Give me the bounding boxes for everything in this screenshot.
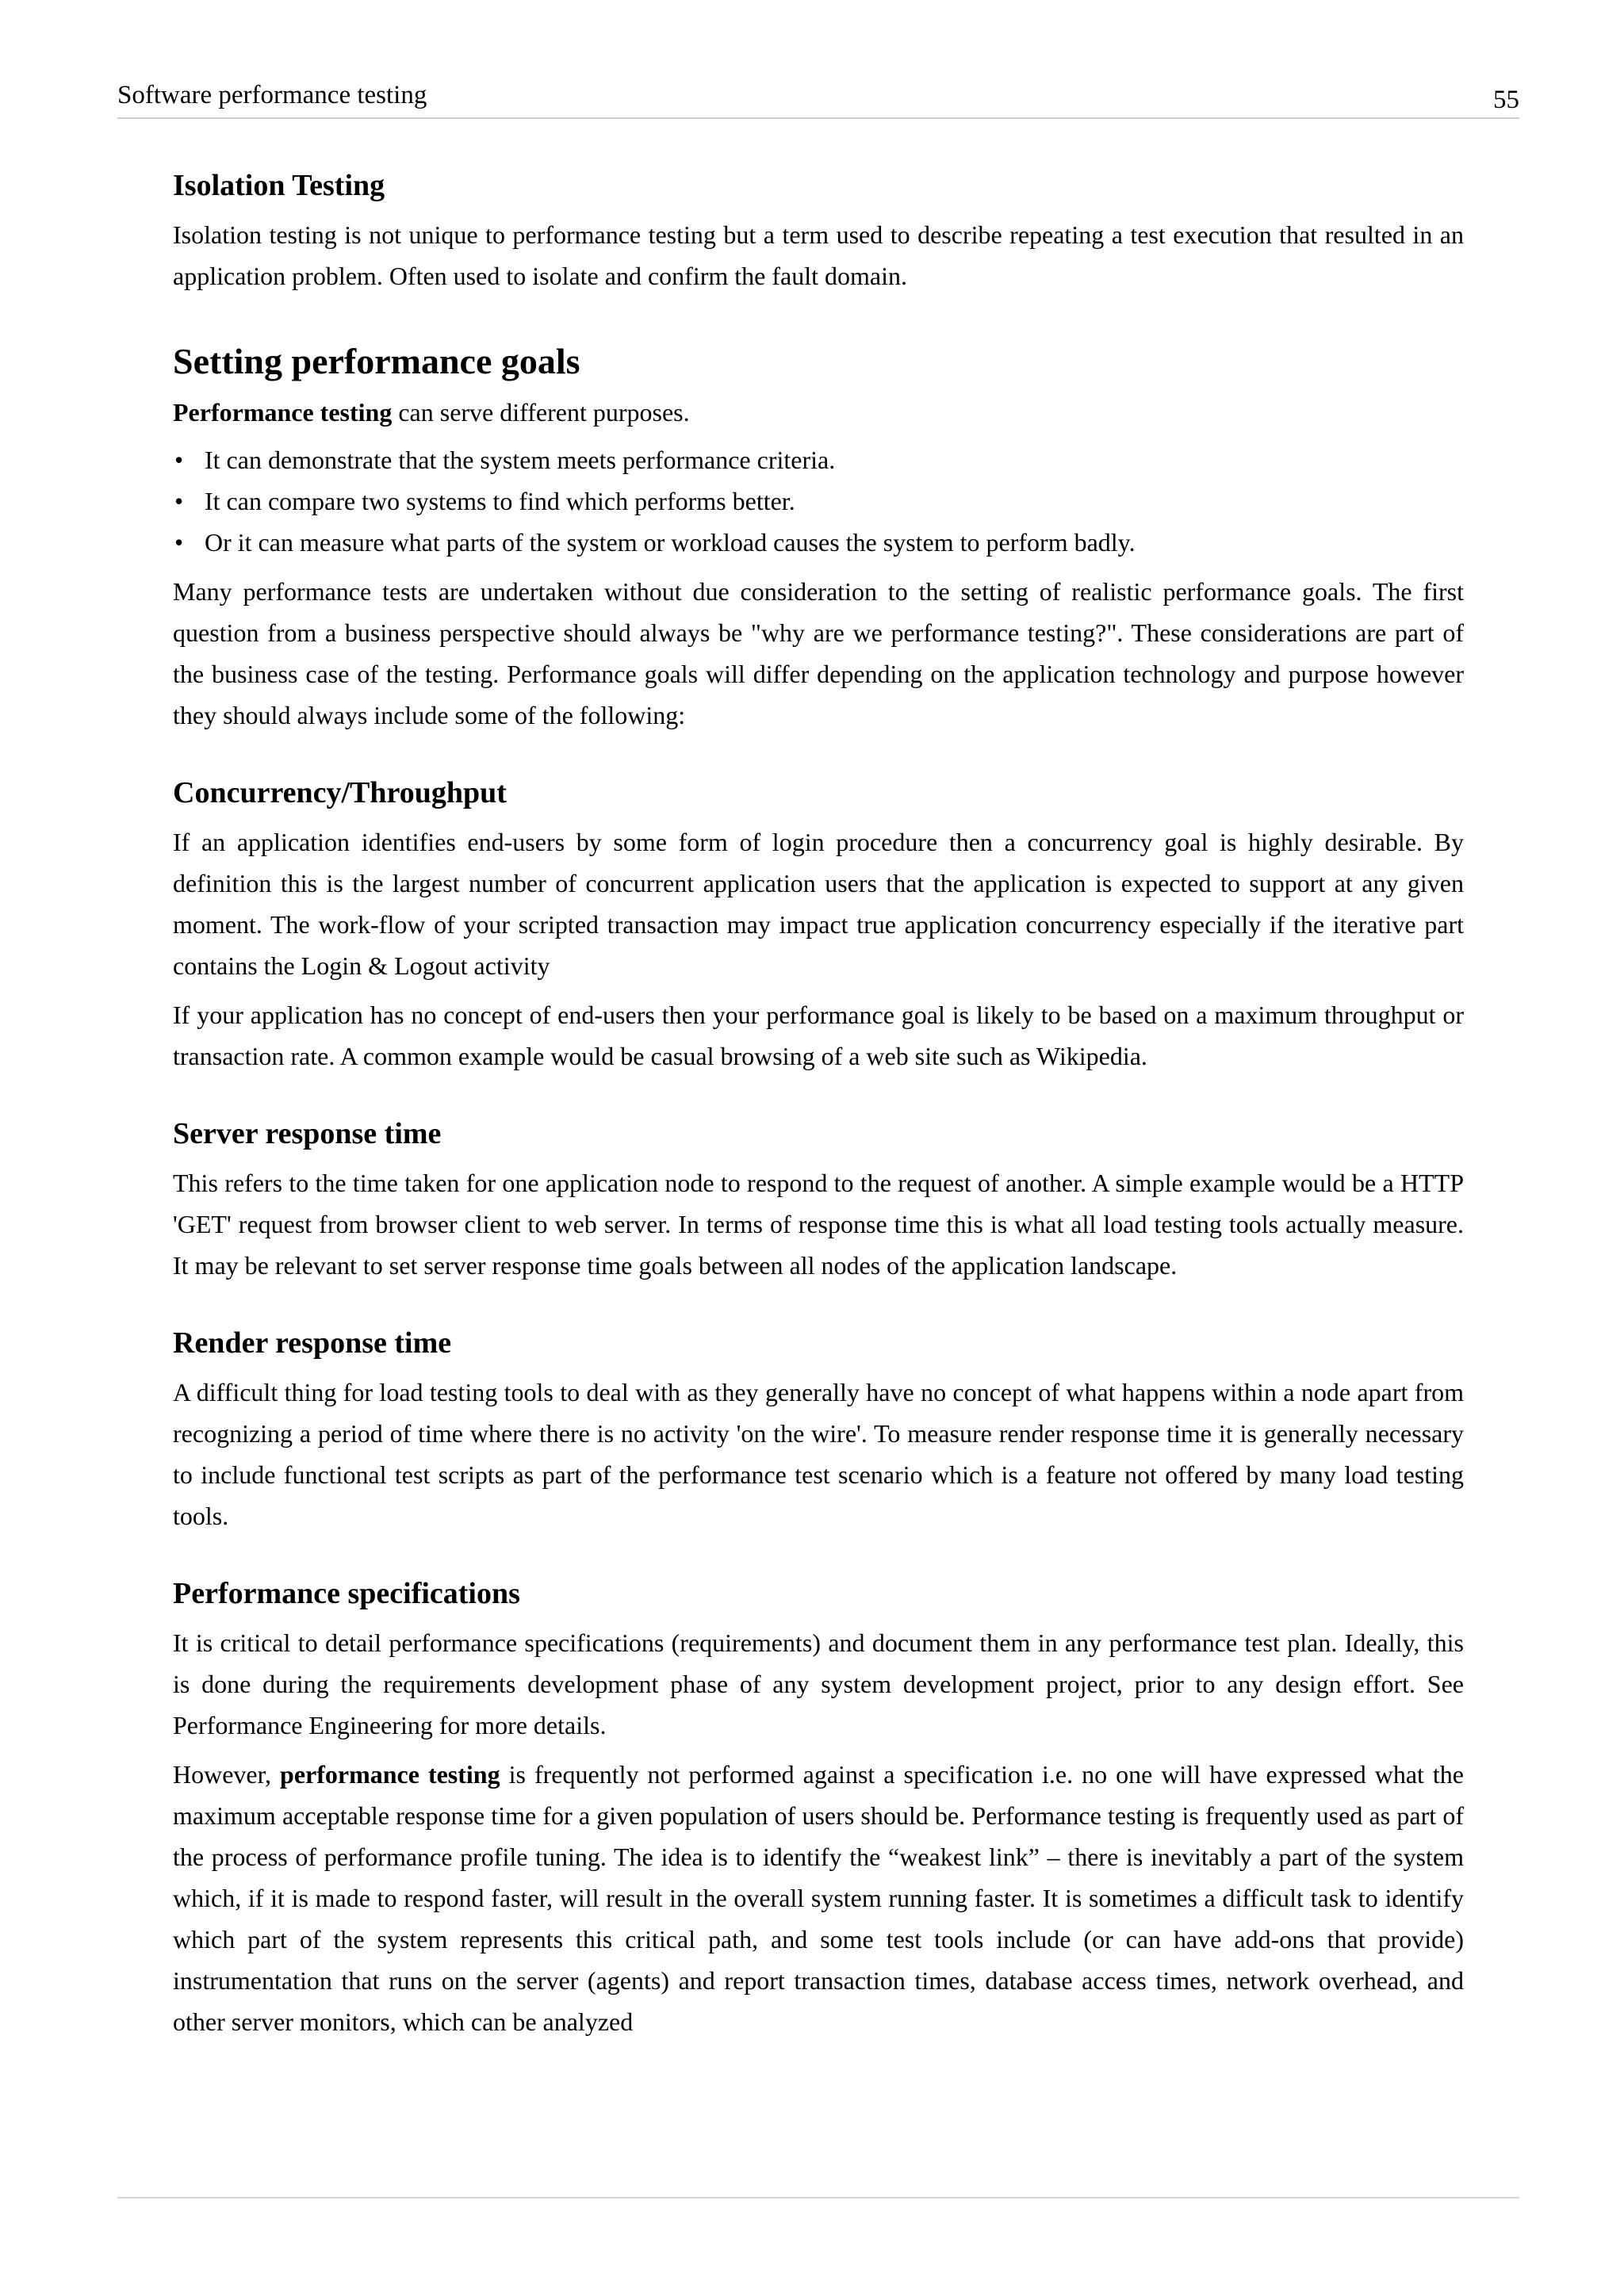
page-number: 55 <box>1493 86 1519 114</box>
paragraph-specifications-2 <box>173 1754 1464 2042</box>
paragraph-concurrency-1: If an application identifies end-users by some form of login procedure then a concurrency goal is highly desirable. By definition this is the largest number of concurrent application users that the application is expected to support at any given moment. The work-flow of your scripted transaction may impact true application concurrency especially if the iterative part contains the Login & Logout activity <box>173 828 1464 980</box>
list-item <box>173 522 1464 563</box>
paragraph-concurrency-2: If your application has no concept of end-users then your performance goal is likely to be based on a maximum throughput or transaction rate. A common example would be casual browsing of a web site such as Wikipedia. <box>173 1001 1464 1070</box>
footer-rule <box>117 2197 1519 2198</box>
heading-setting-performance-goals: Setting performance goals <box>173 341 580 381</box>
list-item <box>173 480 1464 522</box>
paragraph-server-response-time: This refers to the time taken for one application node to respond to the request of another. A simple example would be a HTTP 'GET' request from browser client to web server. In terms of response time this is what all load testing tools actually measure. It may be relevant to set server response time goals between all nodes of the application landscape. <box>173 1169 1464 1280</box>
list-item-text: Or it can measure what parts of the system or workload causes the system to perform badly. <box>205 528 1136 557</box>
purposes-list <box>173 439 1464 563</box>
list-item <box>173 439 1464 480</box>
paragraph-isolation-testing: Isolation testing is not unique to performance testing but a term used to describe repeating a test execution that resulted in an application problem. Often used to isolate and confirm the fault domain. <box>173 220 1464 290</box>
bold-term-performance-testing-2: performance testing <box>280 1760 500 1789</box>
heading-server-response-time: Server response time <box>173 1117 442 1150</box>
paragraph-render-response-time: A difficult thing for load testing tools to deal with as they generally have no concept of what happens within a node apart from recognizing a period of time where there is no activity 'on the wire'. To measure render response time it is generally necessary to include functional test scripts as part of the performance test scenario which is a feature not offered by many load testing tools. <box>173 1378 1464 1530</box>
running-head <box>117 78 1519 119</box>
page-content <box>173 159 1464 2042</box>
heading-concurrency-throughput: Concurrency/Throughput <box>173 776 507 809</box>
running-head-title: Software performance testing <box>117 81 427 109</box>
heading-performance-specifications: Performance specifications <box>173 1577 520 1610</box>
list-item-text: It can compare two systems to find which performs better. <box>205 487 795 515</box>
paragraph-specifications-1: It is critical to detail performance specifications (requirements) and document them in any performance test plan. Ideally, this is done during the requirements development phase of any system development project, prior to any design effort. See Performance Engineering for more details. <box>173 1628 1464 1739</box>
paragraph-goals-intro <box>173 392 1464 433</box>
bullet-icon: • <box>174 528 184 557</box>
goals-intro-text: can serve different purposes. <box>392 398 690 427</box>
specs-p2-text: is frequently not performed against a specification i.e. no one will have expressed what the maximum acceptable response time for a given population of users should be. Performance testing is frequently used as part of the process of performance profile tuning. The idea is to identify the “weakest link” – there is inevitably a part of the system which, if it is made to respond faster, will result in the overall system running faster. It is sometimes a difficult task to identify which part of the system represents this critical path, and some test tools include (or can have add-ons that provide) instrumentation that runs on the server (agents) and report transaction times, database access times, network overhead, and other server monitors, which can be analyzed <box>173 1760 1465 2036</box>
bullet-icon: • <box>174 446 184 474</box>
heading-render-response-time: Render response time <box>173 1326 452 1360</box>
bullet-icon: • <box>174 487 184 515</box>
specs-p2-lead: However, <box>173 1760 281 1789</box>
list-item-text: It can demonstrate that the system meets performance criteria. <box>205 446 836 474</box>
paragraph-goals-considerations: Many performance tests are undertaken without due consideration to the setting of realistic performance goals. The first question from a business perspective should always be "why are we performance testing?". These considerations are part of the business case of the testing. Performance goals will differ depending on the application technology and purpose however they should always include some of the following: <box>173 577 1464 729</box>
bold-term-performance-testing: Performance testing <box>173 398 393 427</box>
heading-isolation-testing: Isolation Testing <box>173 169 385 202</box>
